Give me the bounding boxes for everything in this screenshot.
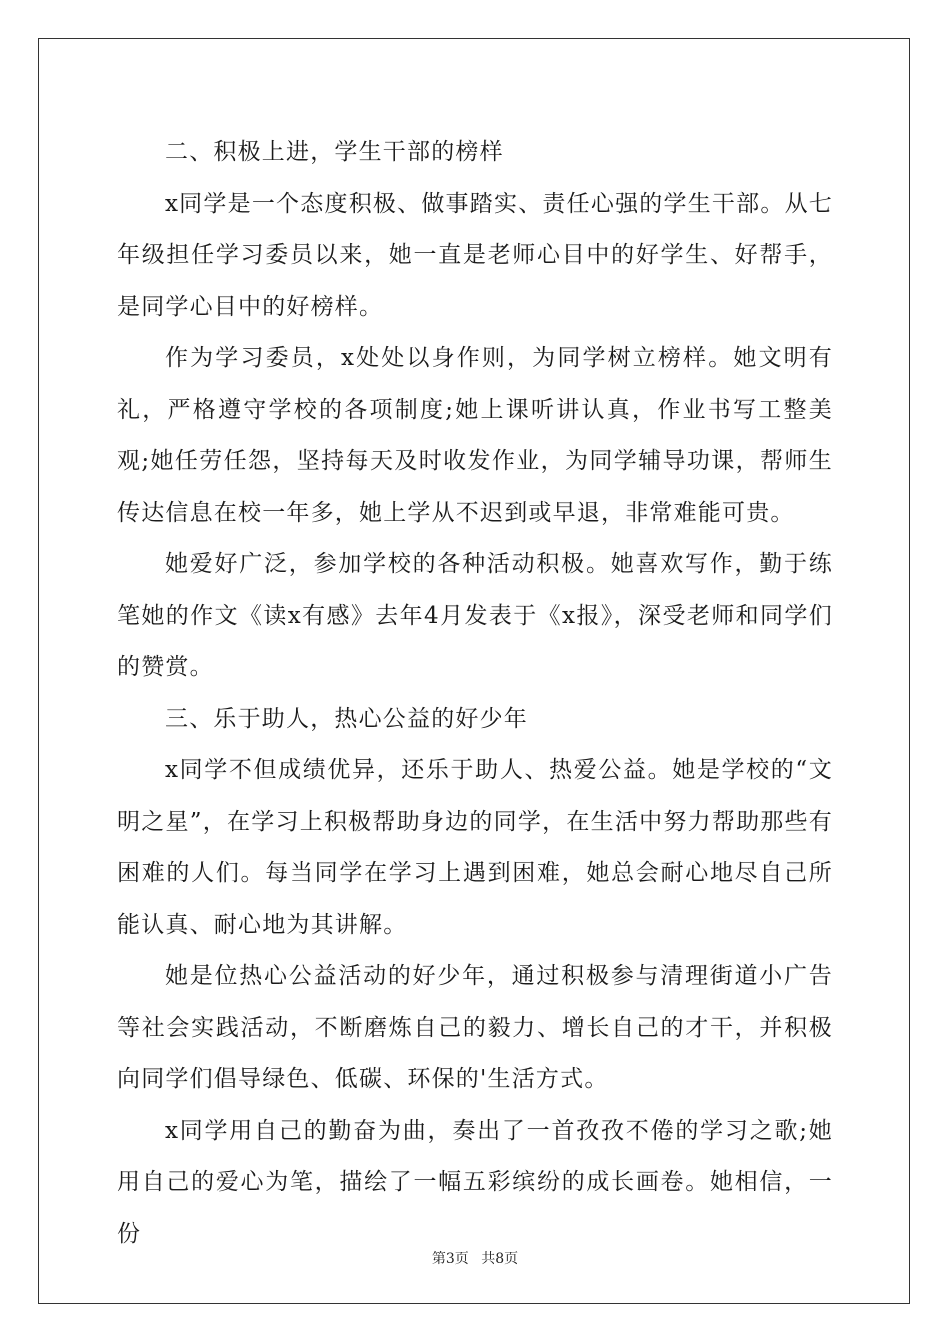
document-body [117, 127, 833, 1260]
section-heading-2: 二、积极上进，学生干部的榜样 [165, 139, 504, 165]
body-paragraph: x同学用自己的勤奋为曲，奏出了一首孜孜不倦的学习之歌;她用自己的爱心为笔，描绘了一幅五彩缤纷的成长画卷。她相信，一份 [117, 1117, 833, 1247]
page-total: 共8页 [481, 1251, 519, 1267]
section-heading-3: 三、乐于助人，热心公益的好少年 [165, 705, 528, 732]
body-paragraph: x同学不但成绩优异，还乐于助人、热爱公益。她是学校的“文明之星”，在学习上积极帮助身边的同学，在生活中努力帮助那些有困难的人们。每当同学在学习上遇到困难，她总会耐心地尽自己所能认真、耐心地为其讲解。 [117, 757, 833, 938]
body-paragraph: 她是位热心公益活动的好少年，通过积极参与清理街道小广告等社会实践活动，不断磨炼自己的毅力、增长自己的才干，并积极向同学们倡导绿色、低碳、环保的'生活方式。 [117, 963, 833, 1092]
page-number: 第3页 [431, 1251, 469, 1267]
body-paragraph: 她爱好广泛，参加学校的各种活动积极。她喜欢写作，勤于练笔她的作文《读x有感》去年4月发表于《x报》，深受老师和同学们的赞赏。 [117, 551, 833, 680]
body-paragraph: 作为学习委员，x处处以身作则，为同学树立榜样。她文明有礼，严格遵守学校的各项制度;她上课听讲认真，作业书写工整美观;她任劳任怨，坚持每天及时收发作业，为同学辅导功课，帮师生传达信息在校一年多，她上学从不迟到或早退，非常难能可贵。 [117, 345, 833, 526]
page-footer [0, 1248, 950, 1268]
body-paragraph: x同学是一个态度积极、做事踏实、责任心强的学生干部。从七年级担任学习委员以来，她一直是老师心目中的好学生、好帮手，是同学心目中的好榜样。 [117, 190, 833, 320]
